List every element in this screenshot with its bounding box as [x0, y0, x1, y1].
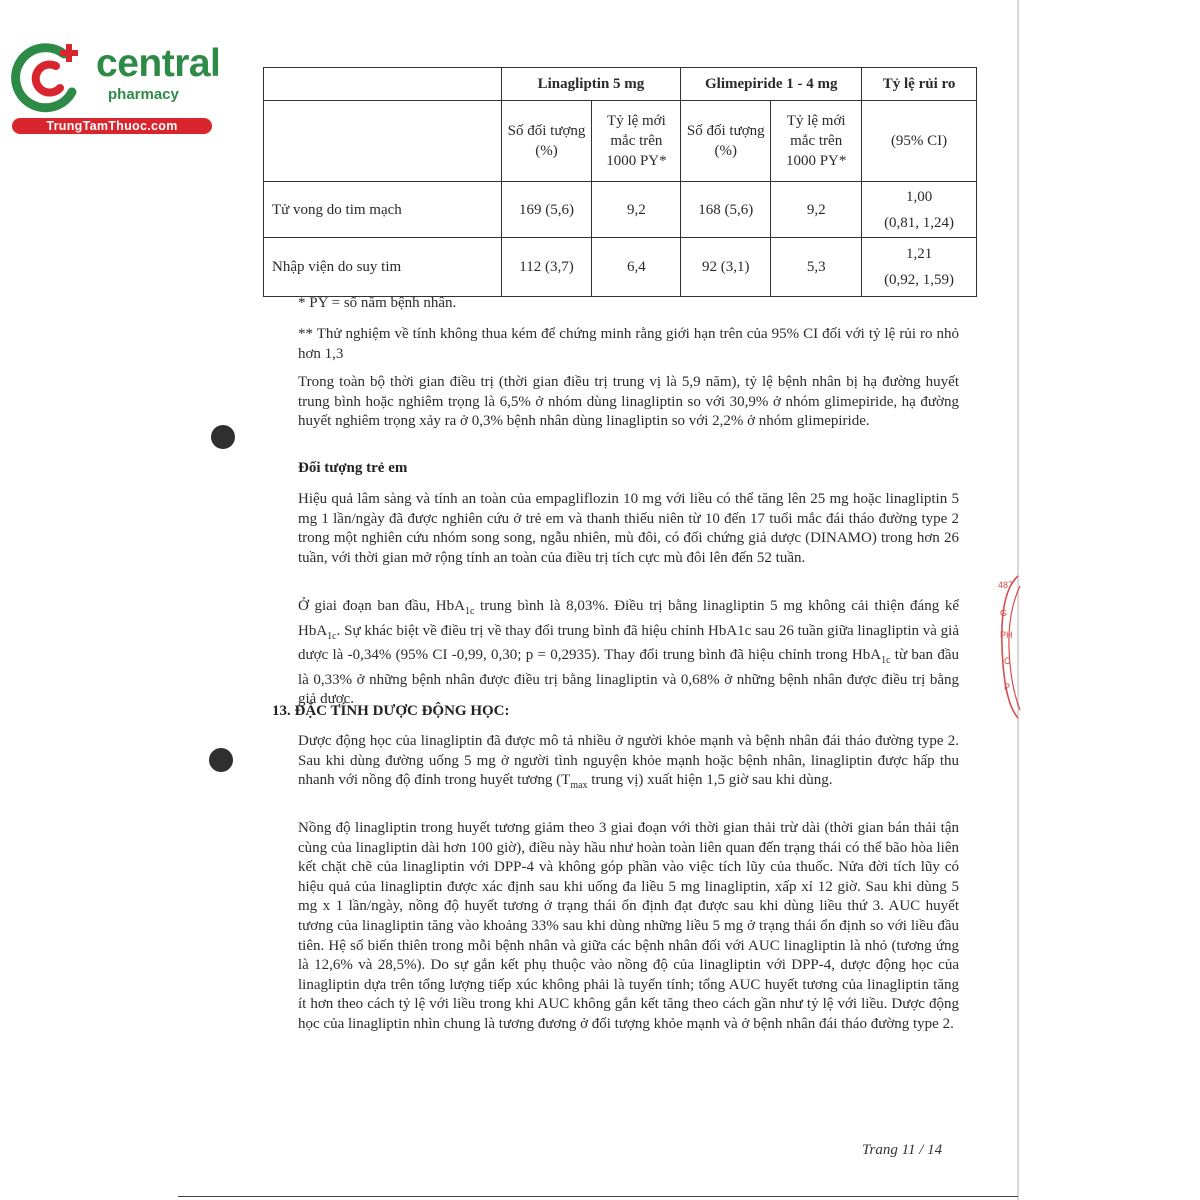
svg-text:PH: PH — [1000, 630, 1013, 640]
paragraph-pk-elimination: Nồng độ linagliptin trong huyết tương giảm theo 3 giai đoạn với thời gian thải trừ dài (thời gian bán thải tận cùng của linagliptin dài hơn 100 giờ), điều này hầu như hoàn toàn liên quan đến trạng thái có thể bão hòa liên kết chặt chẽ của linagliptin với DPP-4 và không góp phần vào việc tích lũy của thuốc. Nửa đời tích lũy có hiệu quả của linagliptin được xác định sau khi uống đa liều 5 mg linagliptin, xấp xỉ 12 giờ. Sau khi dùng 5 mg x 1 lần/ngày, nồng độ huyết tương ở trạng thái ổn định đạt được sau khi dùng liều thứ 3. AUC huyết tương của linagliptin tăng vào khoảng 33% sau khi dùng những liều 5 mg ở trạng thái ổn định so với liều đầu tiên. Hệ số biến thiên trong mỗi bệnh nhân và giữa các bệnh nhân đối với AUC linagliptin là nhỏ (tương ứng là 12,6% và 28,5%). Do sự gắn kết phụ thuộc vào nồng độ của linagliptin với DPP-4, dược động học của linagliptin dựa trên tổng lượng tiếp xúc không phải là tuyến tính; tổng AUC huyết tương của linagliptin tăng ít hơn theo cách tỷ lệ với liều trong khi AUC không gắn kết tăng theo cách gần như tỷ lệ với liều. Dược động học của linagliptin nhìn chung là tương đương ở đối tượng khỏe mạnh và ở bệnh nhân đái tháo đường type 2. — [298, 820, 959, 1032]
pediatric-heading: Đối tượng trẻ em — [298, 460, 408, 476]
cell-hazard-ratio — [862, 238, 977, 297]
subheader-subjects-lina: Số đối tượng (%) — [501, 101, 592, 182]
subscript: 1c — [881, 655, 891, 667]
hazard-ratio-value: 1,21 — [905, 246, 933, 262]
paragraph-hba1c — [298, 597, 959, 710]
subheader-rate-lina: Tỷ lệ mới mắc trên 1000 PY* — [592, 101, 681, 182]
footnote-noninferiority: ** Thử nghiệm về tính không thua kém để chứng minh rằng giới hạn trên của 95% CI đối với tỷ lệ rủi ro nhỏ hơn 1,3 — [298, 326, 959, 362]
cell-glim-rate: 5,3 — [771, 238, 862, 297]
svg-text:P: P — [1004, 682, 1011, 692]
logo-website: TrungTamThuoc.com — [12, 118, 212, 134]
cell-lina-rate: 9,2 — [592, 182, 681, 238]
page-number: Trang 11 / 14 — [862, 1142, 943, 1158]
central-pharmacy-logo[interactable] — [10, 36, 221, 136]
subscript: 1c — [327, 630, 337, 642]
subscript: 1c — [464, 606, 475, 617]
svg-text:487: 487 — [998, 580, 1014, 590]
paragraph-pk-absorption — [298, 732, 959, 796]
row-label: Tử vong do tim mạch — [264, 182, 502, 238]
logo-subtitle: pharmacy — [108, 86, 179, 103]
cell-lina-rate: 6,4 — [592, 238, 681, 297]
binder-hole-top — [211, 425, 235, 449]
header-linagliptin: Linagliptin 5 mg — [501, 68, 681, 101]
table-row — [264, 238, 977, 297]
hazard-ratio-ci: (0,81, 1,24) — [884, 214, 955, 231]
stamp-fragment-icon — [996, 572, 1022, 722]
table-subheader-empty — [264, 101, 502, 182]
cell-glim-n: 168 (5,6) — [681, 182, 771, 238]
subheader-ci: (95% CI) — [862, 101, 977, 182]
cell-lina-n: 169 (5,6) — [501, 182, 592, 238]
binder-hole-bottom — [209, 748, 233, 772]
cell-glim-rate: 9,2 — [771, 182, 862, 238]
text-run: Ở giai đoạn ban đầu, HbA — [298, 598, 465, 614]
paragraph-pediatric: Hiệu quả lâm sàng và tính an toàn của empagliflozin 10 mg với liều có thể tăng lên 25 mg hoặc linagliptin 5 mg 1 lần/ngày đã được nghiên cứu ở trẻ em và thanh thiếu niên từ 10 đến 17 tuổi mắc đái tháo đường type 2 trong một nghiên cứu nhóm song song, ngẫu nhiên, mù đôi, có đối chứng giả dược (DINAMO) trong hơn 26 tuần, với thời gian mở rộng tính an toàn của điều trị tích cực mù đôi lên đến 52 tuần. — [298, 491, 959, 566]
cell-lina-n: 112 (3,7) — [501, 238, 592, 297]
header-risk-ratio: Tỷ lệ rủi ro — [862, 68, 977, 101]
hazard-ratio-value: 1,00 — [905, 188, 933, 205]
svg-text:G: G — [1000, 608, 1008, 618]
text-run: . Sự khác biệt về điều trị về thay đổi trung bình đã hiệu chỉnh HbA1c sau 26 tuần giữa linagliptin và giả dược là -0,34% (95% CI -0,99, 0,30; p = 0,2935). Thay đổi trung bình đã hiệu chỉnh trong HbA — [298, 622, 960, 664]
section-13-heading: 13. ĐẶC TÍNH DƯỢC ĐỘNG HỌC: — [272, 703, 510, 719]
bottom-rule — [178, 1196, 1018, 1197]
hazard-ratio-ci: (0,92, 1,59) — [884, 272, 955, 288]
subscript: max — [570, 780, 588, 792]
subheader-rate-glim: Tỷ lệ mới mắc trên 1000 PY* — [771, 101, 862, 182]
footnote-py: * PY = số năm bệnh nhân. — [298, 295, 457, 311]
text-run: trung bình là 8,03%. Điều trị bằng linagliptin 5 mg không cải thiện đáng kể HbA — [298, 598, 960, 639]
subheader-subjects-glim: Số đối tượng (%) — [681, 101, 771, 182]
table-corner-cell — [264, 68, 502, 101]
cell-glim-n: 92 (3,1) — [681, 238, 771, 297]
pharmacy-cross-logo-icon — [10, 38, 88, 116]
text-run: từ ban đầu là 0,33% ở những bệnh nhân được điều trị bằng linagliptin và 0,68% ở những bệnh nhân được điều trị bằng giả dược. — [298, 647, 959, 708]
header-glimepiride: Glimepiride 1 - 4 mg — [681, 68, 862, 101]
table-row — [264, 182, 977, 238]
text-run: Dược động học của linagliptin đã được mô tả nhiều ở người khỏe mạnh và bệnh nhân đái tháo đường type 2. Sau khi dùng đường uống 5 mg ở người tình nguyện khỏe mạnh hoặc bệnh nhân, linagliptin được hấp thu nhanh với nồng độ đỉnh trong huyết tương (T — [298, 733, 959, 789]
logo-brand-name: central — [96, 42, 221, 85]
svg-text:C: C — [1004, 656, 1011, 666]
paragraph-hypoglycemia: Trong toàn bộ thời gian điều trị (thời gian điều trị trung vị là 5,9 năm), tỷ lệ bệnh nhân bị hạ đường huyết trung bình hoặc nghiêm trọng là 6,5% ở nhóm dùng linagliptin so với 30,9% ở nhóm glimepiride, hạ đường huyết nghiêm trọng xảy ra ở 0,3% bệnh nhân dùng linagliptin so với 2,2% ở nhóm glimepiride. — [298, 374, 959, 430]
row-label: Nhập viện do suy tim — [264, 238, 502, 297]
text-run: trung vị) xuất hiện 1,5 giờ sau khi dùng. — [587, 772, 833, 789]
outcomes-table — [263, 67, 977, 297]
cell-hazard-ratio — [862, 182, 977, 238]
